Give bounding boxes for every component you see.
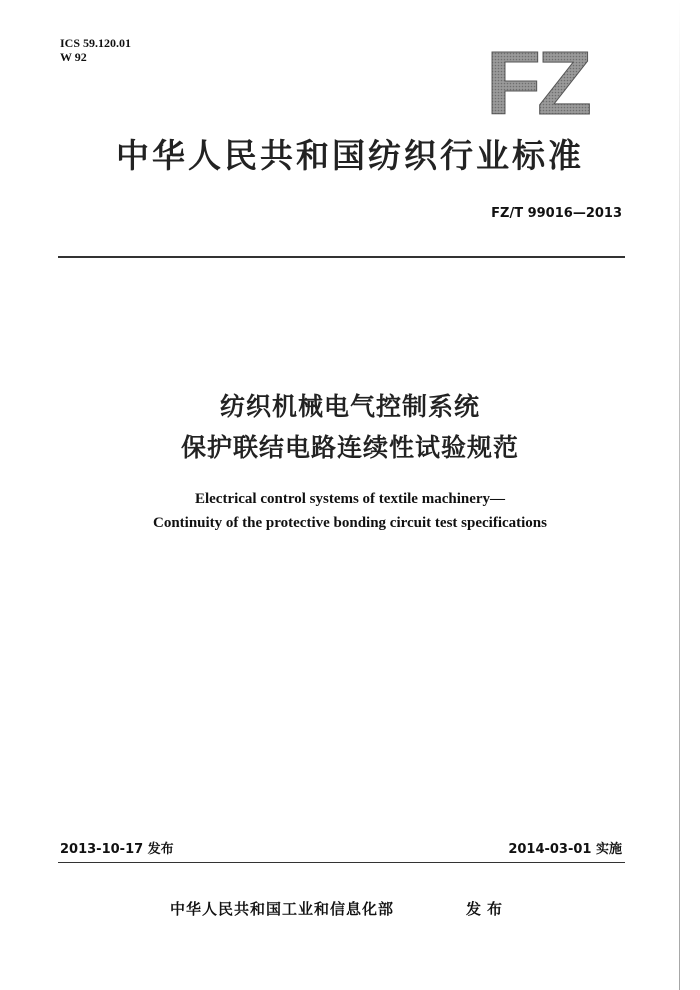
implementation-date: 2014-03-01 实施	[508, 842, 622, 857]
publisher-name: 中华人民共和国工业和信息化部	[170, 900, 395, 918]
title-cn-line-1: 纺织机械电气控制系统	[219, 392, 480, 421]
title-en-line-1: Electrical control systems of textile machinery—	[194, 491, 506, 507]
top-divider	[58, 256, 625, 258]
standard-category-title: 中华人民共和国纺织行业标准	[116, 136, 584, 175]
fz-logo-graphic	[455, 46, 620, 118]
ccs-code: W 92	[60, 50, 87, 64]
fz-logo	[455, 46, 620, 118]
publish-label: 发布	[466, 900, 509, 918]
bottom-divider	[58, 862, 625, 863]
scan-edge-line	[679, 0, 680, 990]
issue-date: 2013-10-17 发布	[60, 842, 174, 857]
classification-codes	[60, 36, 131, 64]
logo-text: FZ	[486, 46, 588, 118]
title-en-line-2: Continuity of the protective bonding circuit test specifications	[152, 515, 547, 531]
ics-code: ICS 59.120.01	[60, 36, 132, 50]
title-cn-line-2: 保护联结电路连续性试验规范	[180, 433, 519, 462]
standard-number: FZ/T 99016—2013	[491, 206, 622, 221]
